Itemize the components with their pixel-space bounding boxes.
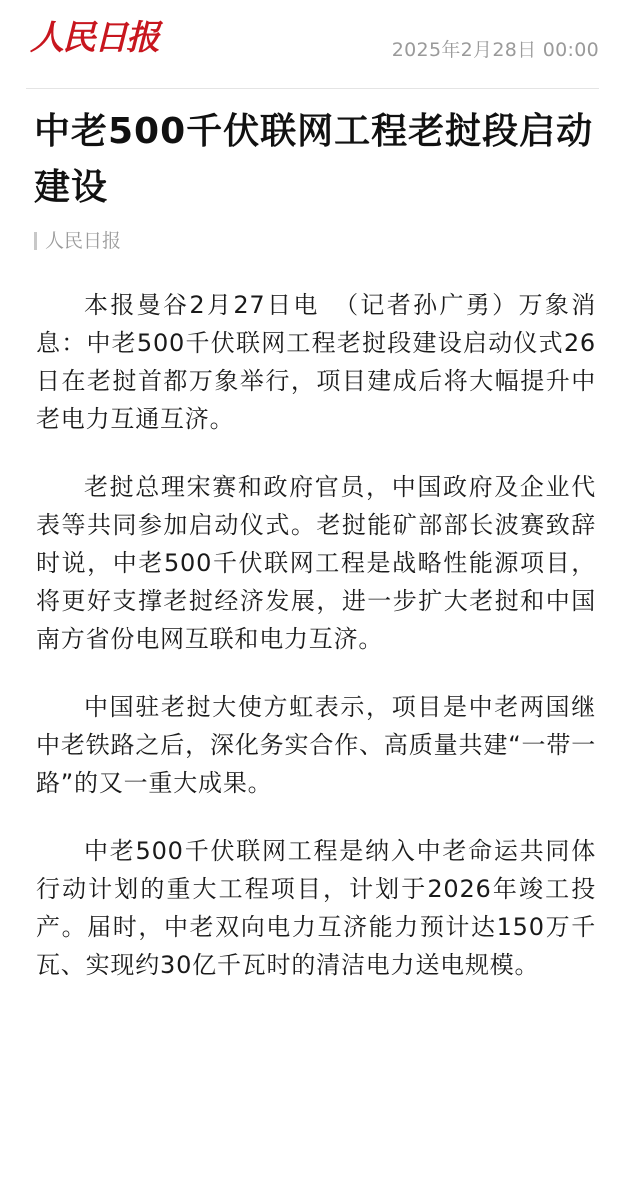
article-title: 中老500千伏联网工程老挝段启动建设 — [34, 111, 594, 208]
paragraph: 本报曼谷2月27日电 （记者孙广勇）万象消息：中老500千伏联网工程老挝段建设启动仪式26日在老挝首都万象举行，项目建成后将大幅提升中老电力互通互济。 — [36, 291, 596, 433]
source-bar-icon — [34, 232, 37, 250]
paragraph: 中国驻老挝大使方虹表示，项目是中老两国继中老铁路之后，深化务实合作、高质量共建“一带一路”的又一重大成果。 — [36, 693, 596, 797]
header-divider — [26, 88, 599, 89]
paragraph: 中老500千伏联网工程是纳入中老命运共同体行动计划的重大工程项目，计划于2026年竣工投产。届时，中老双向电力互济能力预计达150万千瓦、实现约30亿千瓦时的清洁电力送电规模。 — [36, 837, 596, 979]
paragraph: 老挝总理宋赛和政府官员，中国政府及企业代表等共同参加启动仪式。老挝能矿部部长波赛致辞时说，中老500千伏联网工程是战略性能源项目，将更好支撑老挝经济发展，进一步扩大老挝和中国南方省份电网互联和电力互济。 — [36, 473, 596, 653]
article-source — [34, 228, 121, 254]
article-body — [36, 286, 596, 1014]
newspaper-logo[interactable]: 人民日报 — [30, 18, 158, 58]
publish-date: 2025年2月28日 00:00 — [391, 39, 599, 61]
article-header — [0, 0, 625, 92]
source-name: 人民日报 — [45, 230, 122, 252]
